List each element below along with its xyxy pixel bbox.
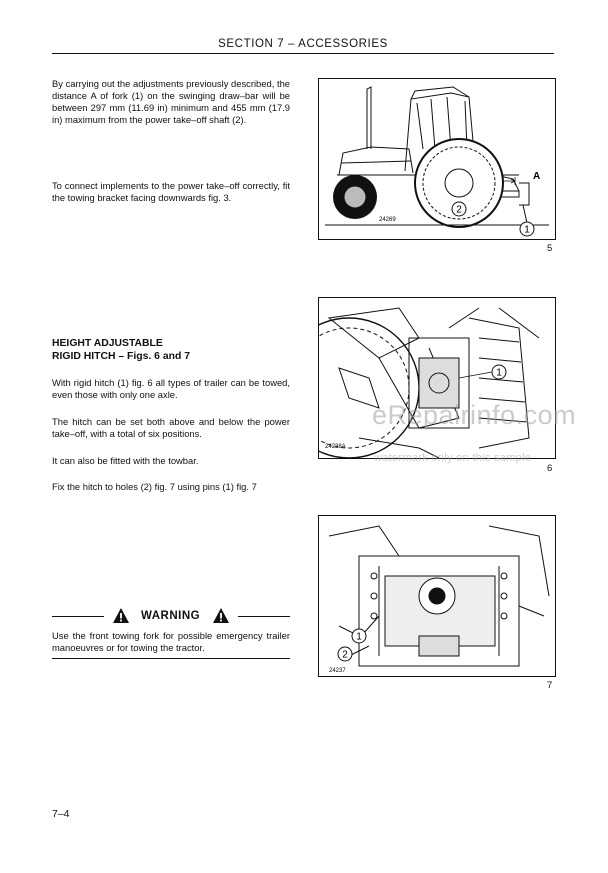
warning-label: WARNING	[141, 610, 201, 622]
paragraph-rigid-hitch: With rigid hitch (1) fig. 6 all types of trailer can be towed, even those with only one axle.	[52, 377, 290, 400]
watermark-site: eRepairinfo.com	[372, 400, 577, 430]
warning-text: Use the front towing fork for possible emergency trailer manoeuvres or for towing the tractor.	[52, 630, 290, 653]
callout-1: 1	[496, 367, 502, 379]
figure-5-code: 24269	[379, 217, 396, 223]
page-number: 7–4	[52, 808, 70, 820]
heading-line-1: HEIGHT ADJUSTABLE	[52, 338, 163, 349]
warning-rule-left	[52, 616, 104, 617]
callout-2: 2	[342, 649, 348, 661]
tractor-illustration	[319, 79, 555, 239]
figure-7-code: 24237	[329, 668, 346, 674]
section-header: SECTION 7 – ACCESSORIES	[218, 38, 388, 50]
heading-rigid-hitch	[52, 337, 290, 363]
paragraph-adjustment-distance: By carrying out the adjustments previously described, the distance A of fork (1) on the swinging draw–bar will be between 297 mm (11.69 in) minimum and 455 mm (17.9 in) maximum from the power take–off shaft (2).	[52, 78, 290, 125]
warning-bottom-rule	[52, 658, 290, 659]
paragraph-connect-implements: To connect implements to the power take–off correctly, fit the towing bracket facing downwards fig. 3.	[52, 180, 290, 203]
paragraph-fix-hitch: Fix the hitch to holes (2) fig. 7 using pins (1) fig. 7	[52, 481, 257, 492]
figure-6-number: 6	[547, 463, 553, 474]
callout-2: 2	[456, 204, 462, 216]
figure-5-number: 5	[547, 243, 553, 254]
figure-7-hitch-holes	[318, 515, 556, 677]
header-rule	[52, 53, 554, 54]
callout-1: 1	[356, 631, 362, 643]
warning-banner	[52, 607, 290, 625]
rigid-hitch-illustration	[319, 298, 555, 458]
figure-6-code: 24238A	[325, 444, 346, 450]
figure-5-tractor-side-view	[318, 78, 556, 240]
warning-triangle-icon	[212, 607, 230, 624]
heading-line-2: RIGID HITCH – Figs. 6 and 7	[52, 351, 190, 362]
figure-6-rigid-hitch	[318, 297, 556, 459]
warning-rule-right	[238, 616, 290, 617]
hitch-holes-illustration	[319, 516, 555, 676]
warning-triangle-icon	[112, 607, 130, 624]
callout-1: 1	[524, 224, 530, 236]
paragraph-hitch-positions: The hitch can be set both above and below the power take–off, with a total of six positions.	[52, 416, 290, 439]
paragraph-towbar: It can also be fitted with the towbar.	[52, 455, 199, 466]
watermark-note: watermark only on this sample	[374, 452, 532, 464]
figure-7-number: 7	[547, 680, 553, 691]
callout-a: A	[533, 171, 541, 182]
